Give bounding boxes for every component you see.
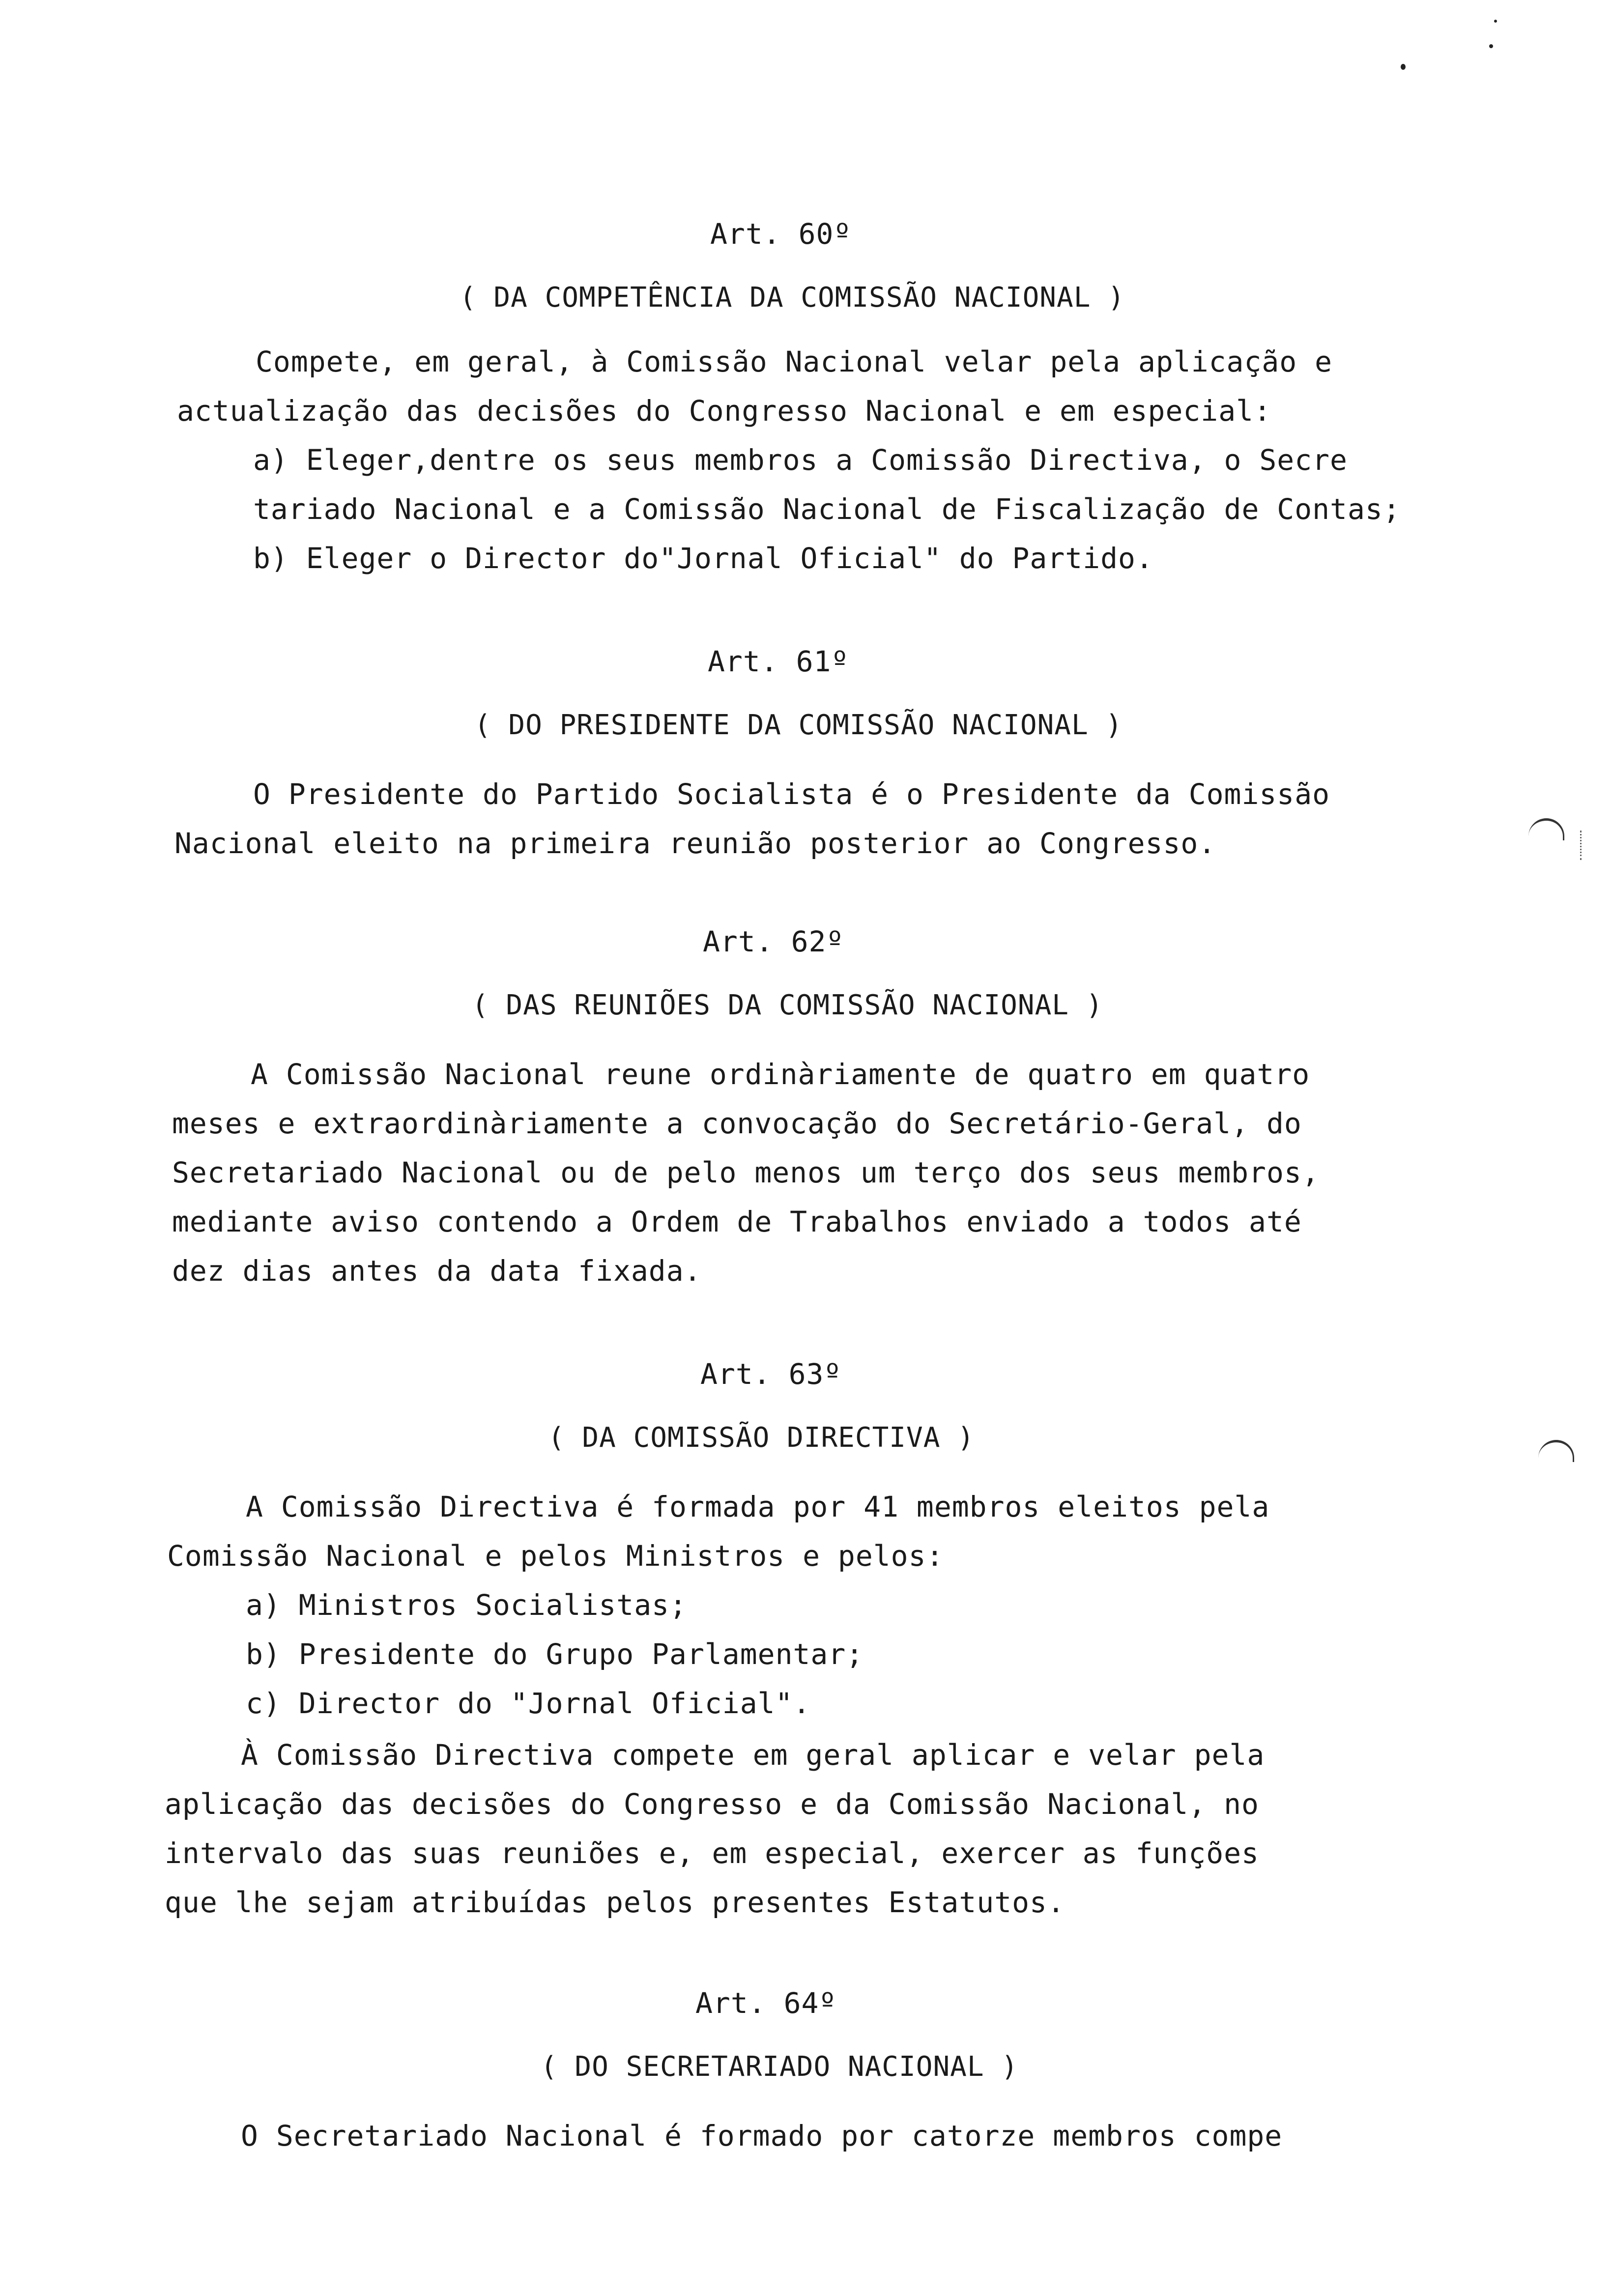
margin-mark — [1528, 818, 1564, 840]
article-63-line-1: A Comissão Directiva é formada por 41 membros eleitos pela — [246, 1490, 1270, 1523]
article-63-subheading: ( DA COMISSÃO DIRECTIVA ) — [548, 1422, 975, 1454]
margin-mark — [1538, 1440, 1574, 1462]
article-63-line-6: À Comissão Directiva compete em geral aplicar e velar pela — [241, 1738, 1265, 1772]
article-60-line-4: tariado Nacional e a Comissão Nacional de Fiscalização de Contas; — [253, 492, 1401, 526]
article-62-line-4: mediante aviso contendo a Ordem de Trabalhos enviado a todos até — [172, 1205, 1302, 1238]
article-60-subheading: ( DA COMPETÊNCIA DA COMISSÃO NACIONAL ) — [460, 282, 1125, 314]
margin-mark — [1580, 831, 1582, 860]
article-60-line-2: actualização das decisões do Congresso Nacional e em especial: — [177, 394, 1271, 428]
article-63-line-9: que lhe sejam atribuídas pelos presentes Estatutos. — [165, 1886, 1065, 1919]
scan-speck — [1494, 20, 1497, 23]
article-62-line-1: A Comissão Nacional reune ordinàriamente de quatro em quatro — [251, 1058, 1310, 1091]
article-63-heading: Art. 63º — [700, 1357, 842, 1391]
article-60-line-5: b) Eleger o Director do"Jornal Oficial" do Partido. — [253, 542, 1153, 575]
article-62-line-3: Secretariado Nacional ou de pelo menos um terço dos seus membros, — [172, 1156, 1320, 1189]
article-61-line-1: O Presidente do Partido Socialista é o Presidente da Comissão — [253, 777, 1330, 811]
article-61-heading: Art. 61º — [708, 645, 849, 678]
article-63-line-7: aplicação das decisões do Congresso e da Comissão Nacional, no — [165, 1787, 1259, 1821]
article-60-heading: Art. 60º — [710, 217, 852, 251]
article-64-line-1: O Secretariado Nacional é formado por catorze membros compe — [241, 2119, 1283, 2152]
article-60-line-3: a) Eleger,dentre os seus membros a Comissão Directiva, o Secre — [253, 443, 1348, 477]
article-62-subheading: ( DAS REUNIÕES DA COMISSÃO NACIONAL ) — [472, 989, 1103, 1021]
article-61-line-2: Nacional eleito na primeira reunião posterior ao Congresso. — [174, 827, 1216, 860]
scan-speck — [1489, 44, 1493, 48]
article-63-line-8: intervalo das suas reuniões e, em especial, exercer as funções — [165, 1837, 1259, 1870]
article-64-heading: Art. 64º — [695, 1986, 837, 2020]
article-63-line-4: b) Presidente do Grupo Parlamentar; — [246, 1637, 864, 1671]
article-64-subheading: ( DO SECRETARIADO NACIONAL ) — [541, 2051, 1019, 2083]
article-62-heading: Art. 62º — [703, 925, 844, 958]
article-60-line-1: Compete, em geral, à Comissão Nacional velar pela aplicação e — [256, 345, 1333, 378]
article-63-line-2: Comissão Nacional e pelos Ministros e pelos: — [167, 1539, 944, 1573]
article-63-line-5: c) Director do "Jornal Oficial". — [246, 1687, 811, 1720]
scan-speck — [1401, 64, 1406, 70]
article-62-line-2: meses e extraordinàriamente a convocação do Secretário-Geral, do — [172, 1107, 1302, 1140]
article-63-line-3: a) Ministros Socialistas; — [246, 1588, 687, 1622]
article-62-line-5: dez dias antes da data fixada. — [172, 1254, 702, 1288]
article-61-subheading: ( DO PRESIDENTE DA COMISSÃO NACIONAL ) — [474, 709, 1123, 741]
